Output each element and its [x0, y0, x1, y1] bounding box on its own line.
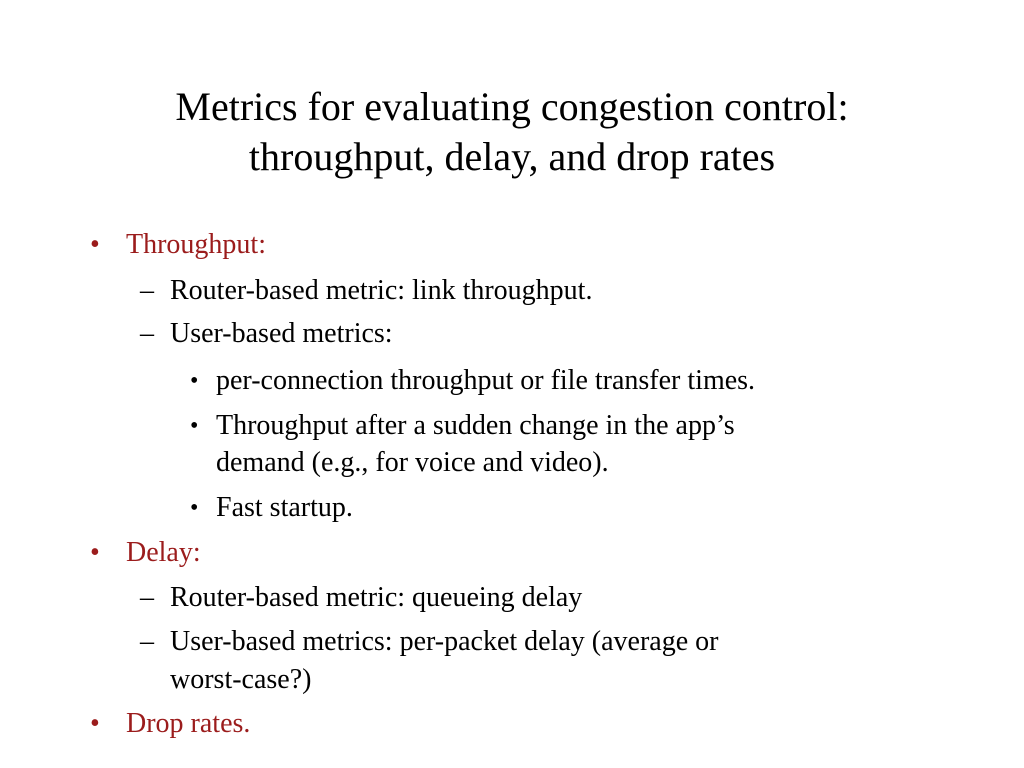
bullet-marker: •: [90, 708, 100, 739]
bullet-marker: •: [190, 368, 199, 394]
bullet-marker: •: [90, 229, 100, 260]
sub-sub-bullet-fast-startup: Fast startup.: [216, 492, 353, 523]
sub-sub-bullet-per-connection: per-connection throughput or file transfer times.: [216, 365, 756, 396]
bullet-marker: •: [90, 537, 100, 568]
title-line-2: throughput, delay, and drop rates: [248, 134, 776, 179]
bullet-marker: •: [190, 495, 199, 521]
dash-marker: –: [140, 318, 154, 349]
dash-marker: –: [140, 626, 154, 657]
sub-bullet-router-throughput: Router-based metric: link throughput.: [170, 275, 593, 306]
bullet-throughput: Throughput:: [126, 229, 266, 260]
bullet-marker: •: [190, 413, 199, 439]
slide-title: [62, 82, 962, 182]
title-line-1: Metrics for evaluating congestion control:: [175, 84, 849, 129]
bullet-drop-rates: Drop rates.: [126, 708, 251, 739]
sub-bullet-per-packet-delay-line2: worst-case?): [170, 664, 312, 695]
sub-bullet-per-packet-delay-line1: User-based metrics: per-packet delay (average or: [170, 626, 719, 657]
sub-bullet-queueing-delay: Router-based metric: queueing delay: [170, 582, 583, 613]
sub-sub-bullet-sudden-change-line1: Throughput after a sudden change in the app’s: [216, 410, 735, 441]
sub-sub-bullet-sudden-change-line2: demand (e.g., for voice and video).: [216, 447, 609, 478]
dash-marker: –: [140, 582, 154, 613]
sub-bullet-user-metrics: User-based metrics:: [170, 318, 393, 349]
bullet-delay: Delay:: [126, 537, 201, 568]
dash-marker: –: [140, 275, 154, 306]
